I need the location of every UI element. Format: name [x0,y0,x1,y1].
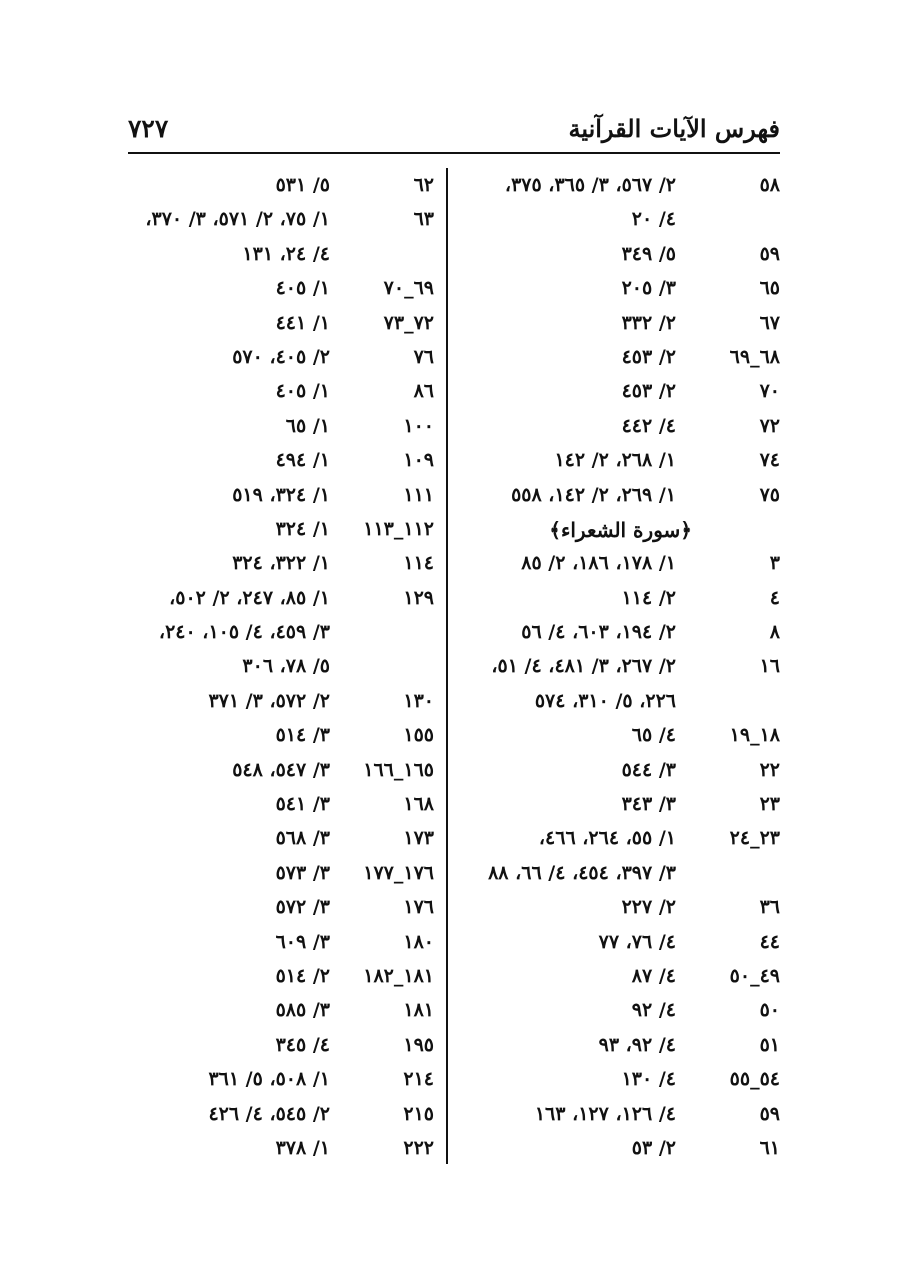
index-entry-row [120,995,434,1029]
verse-number: ٥٨ [759,174,780,196]
index-entry-row [120,204,434,238]
verse-number: ٦٣ [413,208,434,231]
verse-number: ٢٣_٢٤ [729,827,780,850]
index-entry-row [120,686,434,720]
verse-number: ٥٠ [759,999,780,1022]
verse-number: ٧٠ [759,380,780,403]
index-entry-row [120,239,434,273]
verse-number: ١٠٩ [403,449,434,472]
verse-number: ١١٢_١١٣ [363,517,434,540]
volume-page-refs: ٤/ ٢٠ [631,208,676,231]
verse-number: ١٧٦ [403,896,434,919]
index-entry-row [462,720,780,754]
index-entry-row [462,445,780,479]
index-entry-row [462,308,780,342]
verse-number: ١٠٠ [403,414,434,437]
index-entry-row [462,548,780,582]
page-header [128,112,780,154]
index-entry-row [120,858,434,892]
index-entry-row [462,1030,780,1064]
index-entry-row [462,995,780,1029]
verse-number: ٨ [769,621,780,644]
verse-number: ١٦٨ [403,793,434,816]
index-entry-row [462,755,780,789]
index-entry-row [462,273,780,307]
index-entry-row [462,1133,780,1167]
volume-page-refs: ٢/ ٣٣٢ [621,311,676,334]
volume-page-refs: ٣/ ٢٠٥ [621,277,676,300]
verse-number: ٣٦ [759,896,780,919]
verse-number: ١٨٠ [403,930,434,953]
volume-page-refs: ٢/ ١٩٤، ٦٠٣، ٤/ ٥٦ [521,621,676,644]
volume-page-refs: ٣/ ٥٨٥ [275,999,330,1022]
volume-page-refs: ٢/ ١١٤ [621,586,676,609]
volume-page-refs: ٢٢٦، ٥/ ٣١٠، ٥٧٤ [534,689,676,712]
verse-number: ٦٩_٧٠ [383,277,434,300]
index-entry-row [462,342,780,376]
index-entry-row [462,411,780,445]
index-entry-row [120,720,434,754]
volume-page-refs: ٣/ ٣٩٧، ٤٥٤، ٤/ ٦٦، ٨٨ [488,861,676,884]
verse-number: ٢٢٢ [403,1136,434,1159]
verse-number: ١٦٥_١٦٦ [363,758,434,781]
volume-page-refs: ٤/ ٨٧ [631,964,676,987]
verse-number: ١١٤ [403,552,434,575]
volume-page-refs: ٤/ ٩٢، ٩٣ [598,1033,676,1056]
volume-page-refs: ٢/ ٥٦٧، ٣/ ٣٦٥، ٣٧٥، [504,174,676,196]
verse-number: ٢١٥ [403,1102,434,1125]
index-entry-row [120,789,434,823]
page-title: فهرس الآيات القرآنية [568,114,780,143]
index-entry-row [462,686,780,720]
index-entry-row [120,170,434,204]
index-entry-row [120,480,434,514]
verse-number: ١٥٥ [403,724,434,747]
column-divider [446,168,448,1164]
index-entry-row [120,755,434,789]
volume-page-refs: ١/ ٢٦٨، ٢/ ١٤٢ [554,449,676,472]
volume-page-refs: ٣/ ٦٠٩ [275,930,330,953]
index-entry-row [120,617,434,651]
index-entry-row [120,376,434,410]
volume-page-refs: ١/ ٣٢٤، ٥١٩ [232,483,330,506]
verse-number: ٤ [769,586,780,609]
index-entry-row [462,1064,780,1098]
volume-page-refs: ١/ ٧٥، ٢/ ٥٧١، ٣/ ٣٧٠، [145,208,330,231]
verse-number: ١٦ [759,655,780,678]
index-entry-row [462,617,780,651]
verse-number: ٦٥ [759,277,780,300]
verse-number: ٧٤ [759,449,780,472]
verse-number: ٨٦ [413,380,434,403]
index-entry-row [120,823,434,857]
volume-page-refs: ٢/ ٤٠٥، ٥٧٠ [232,345,330,368]
volume-page-refs: ٤/ ٢٤، ١٣١ [242,242,330,265]
volume-page-refs: ٢/ ٤٥٣ [621,345,676,368]
volume-page-refs: ٢/ ٢٦٧، ٣/ ٤٨١، ٤/ ٥١، [491,655,676,678]
volume-page-refs: ٣/ ٥٧٢ [275,896,330,919]
index-entry-row [462,376,780,410]
verse-number: ١٣٠ [403,689,434,712]
index-entry-row [120,1133,434,1167]
verse-number: ٥٩ [759,1102,780,1125]
index-entry-row [120,583,434,617]
volume-page-refs: ١/ ٤٩٤ [275,449,330,472]
volume-page-refs: ١/ ٥٥، ٢٦٤، ٤٦٦، [538,827,676,850]
volume-page-refs: ١/ ٤٠٥ [275,277,330,300]
volume-page-refs: ١/ ٤٤١ [275,311,330,334]
verse-number: ٥١ [759,1033,780,1056]
volume-page-refs: ١/ ١٧٨، ١٨٦، ٢/ ٨٥ [521,552,676,575]
volume-page-refs: ١/ ٢٦٩، ٢/ ١٤٢، ٥٥٨ [511,483,676,506]
surah-heading: ﴿سورة الشعراء﴾ [549,517,692,542]
index-entry-row [120,342,434,376]
index-entry-row [120,1030,434,1064]
index-column-left [120,170,434,1167]
index-entry-row [462,583,780,617]
verse-number: ١٩٥ [403,1033,434,1056]
verse-number: ١٨١ [403,999,434,1022]
surah-heading-row [462,514,780,548]
volume-page-refs: ٣/ ٣٤٣ [621,793,676,816]
index-entry-row [462,1099,780,1133]
index-entry-row [462,480,780,514]
volume-page-refs: ٤/ ٣٤٥ [275,1033,330,1056]
volume-page-refs: ٢/ ٤٥٣ [621,380,676,403]
index-entry-row [120,1099,434,1133]
index-entry-row [462,927,780,961]
verse-number: ٥٤_٥٥ [729,1068,780,1091]
verse-number: ٢٣ [759,793,780,816]
volume-page-refs: ٥/ ٧٨، ٣٠٦ [242,655,330,678]
volume-page-refs: ٢/ ٥٧٢، ٣/ ٣٧١ [208,689,330,712]
volume-page-refs: ٤/ ٤٤٢ [621,414,676,437]
volume-page-refs: ١/ ٨٥، ٢٤٧، ٢/ ٥٠٢، [169,586,330,609]
verse-number: ٧٢ [759,414,780,437]
verse-number: ٤٤ [759,930,780,953]
index-entry-row [462,170,780,204]
index-entry-row [120,892,434,926]
index-column-right [462,170,780,1167]
index-entry-row [120,651,434,685]
verse-number: ٤٩_٥٠ [729,964,780,987]
volume-page-refs: ١/ ٣٧٨ [275,1136,330,1159]
index-entry-row [120,273,434,307]
volume-page-refs: ٤/ ٦٥ [631,724,676,747]
verse-number: ٦٢ [413,174,434,196]
index-entry-row [120,927,434,961]
volume-page-refs: ٢/ ٢٢٧ [621,896,676,919]
volume-page-refs: ٣/ ٥٤١ [275,793,330,816]
volume-page-refs: ١/ ٣٢٤ [275,517,330,540]
index-entry-row [462,204,780,238]
volume-page-refs: ١/ ٦٥ [285,414,330,437]
verse-number: ١٨١_١٨٢ [363,964,434,987]
volume-page-refs: ٤/ ١٢٦، ١٢٧، ١٦٣ [534,1102,676,1125]
verse-number: ٦٧ [759,311,780,334]
index-entry-row [462,892,780,926]
index-entry-row [462,651,780,685]
volume-page-refs: ٣/ ٥٦٨ [275,827,330,850]
volume-page-refs: ٢/ ٥٤٥، ٤/ ٤٢٦ [208,1102,330,1125]
index-entry-row [120,514,434,548]
verse-number: ١٢٩ [403,586,434,609]
volume-page-refs: ٣/ ٥٤٧، ٥٤٨ [232,758,330,781]
verse-number: ٦١ [759,1136,780,1159]
verse-number: ٧٥ [759,483,780,506]
volume-page-refs: ٤/ ١٣٠ [621,1068,676,1091]
verse-number: ٧٦ [413,345,434,368]
index-entry-row [462,239,780,273]
index-entry-row [120,411,434,445]
volume-page-refs: ٢/ ٥١٤ [275,964,330,987]
verse-number: ١٧٦_١٧٧ [363,861,434,884]
index-entry-row [120,961,434,995]
volume-page-refs: ٣/ ٤٥٩، ٤/ ١٠٥، ٢٤٠، [158,621,330,644]
verse-number: ٢١٤ [403,1068,434,1091]
volume-page-refs: ١/ ٣٢٢، ٣٢٤ [232,552,330,575]
index-entry-row [120,445,434,479]
page-number: ٧٢٧ [128,114,169,143]
index-entry-row [462,961,780,995]
index-entry-row [120,1064,434,1098]
verse-number: ٥٩ [759,242,780,265]
verse-number: ١١١ [403,483,434,506]
volume-page-refs: ٤/ ٧٦، ٧٧ [598,930,676,953]
volume-page-refs: ١/ ٤٠٥ [275,380,330,403]
index-entry-row [462,789,780,823]
index-entry-row [120,308,434,342]
verse-number: ٣ [769,552,780,575]
volume-page-refs: ١/ ٥٠٨، ٥/ ٣٦١ [208,1068,330,1091]
volume-page-refs: ٥/ ٥٣١ [275,174,330,196]
verse-number: ٧٢_٧٣ [383,311,434,334]
index-entry-row [120,548,434,582]
verse-number: ٢٢ [759,758,780,781]
index-entry-row [462,823,780,857]
verse-number: ١٧٣ [403,827,434,850]
verse-number: ١٨_١٩ [729,724,780,747]
volume-page-refs: ٣/ ٥٤٤ [621,758,676,781]
volume-page-refs: ٢/ ٥٣ [631,1136,676,1159]
volume-page-refs: ٣/ ٥٧٣ [275,861,330,884]
volume-page-refs: ٥/ ٣٤٩ [621,242,676,265]
volume-page-refs: ٣/ ٥١٤ [275,724,330,747]
index-entry-row [462,858,780,892]
volume-page-refs: ٤/ ٩٢ [631,999,676,1022]
verse-number: ٦٨_٦٩ [729,345,780,368]
